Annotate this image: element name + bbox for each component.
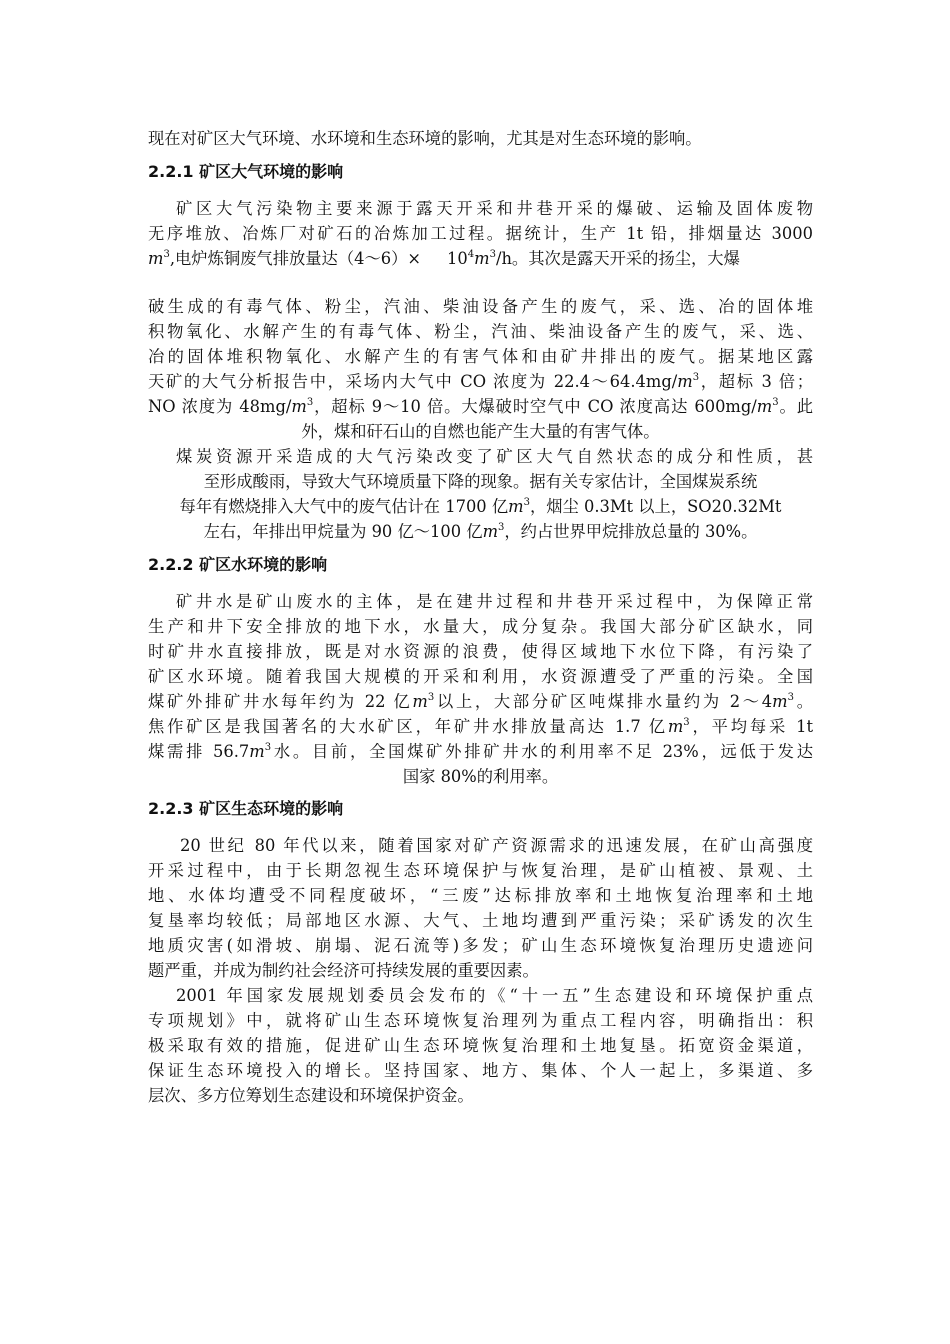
paragraph-line: 矿井水是矿山废水的主体，是在建井过程和井巷开采过程中，为保障正常 xyxy=(176,592,813,611)
superscript: 4 xyxy=(467,248,475,260)
text-span: NO 浓度为 48mg/ xyxy=(148,397,292,416)
superscript: 3 xyxy=(523,496,530,508)
paragraph-line: 至形成酸雨，导致大气环境质量下降的现象。据有关专家估计，全国煤炭系统 xyxy=(203,472,758,491)
paragraph-line: 破生成的有毒气体、粉尘，汽油、柴油设备产生的废气，采、选、冶的固体堆 xyxy=(148,297,813,316)
text-span: ，约占世界甲烷排放总量的 30%。 xyxy=(504,522,758,541)
paragraph-line xyxy=(148,714,813,740)
superscript: 3 xyxy=(498,521,505,533)
superscript: 3 xyxy=(772,396,779,408)
superscript: 3 xyxy=(692,371,700,383)
text-span: 焦作矿区是我国著名的大水矿区，年矿井水排放量高达 1.7 亿 xyxy=(148,717,668,736)
text-span: ,电炉炼铜废气排放量达（4～6）× xyxy=(169,249,422,268)
paragraph-line: 地质灾害(如滑坡、崩塌、泥石流等)多发；矿山生态环境恢复治理历史遗迹问 xyxy=(148,936,813,955)
paragraph-line: 冶的固体堆积物氧化、水解产生的有害气体和由矿井排出的废气。据某地区露 xyxy=(148,347,813,366)
superscript: 3 xyxy=(306,396,314,408)
unit-m: m xyxy=(148,249,164,268)
paragraph-line: 积物氧化、水解产生的有毒气体、粉尘，汽油、柴油设备产生的废气，采、选、 xyxy=(148,322,813,341)
paragraph-line xyxy=(148,689,813,715)
paragraph-line: 复垦率均较低；局部地区水源、大气、土地均遭到严重污染；采矿诱发的次生 xyxy=(148,911,813,930)
text-span: 天矿的大气分析报告中，采场内大气中 CO 浓度为 22.4～64.4mg/ xyxy=(148,372,678,391)
text-span: 煤需排 56.7 xyxy=(148,742,250,761)
paragraph-line: 地、水体均遭受不同程度破坏，“三废”达标排放率和土地恢复治理率和土地 xyxy=(148,886,813,905)
text-span: 。此 xyxy=(778,397,813,416)
paragraph-line xyxy=(148,246,813,272)
unit-m: m xyxy=(756,397,773,416)
paragraph-line: 20 世纪 80 年代以来，随着国家对矿产资源需求的迅速发展，在矿山高强度 xyxy=(180,836,813,855)
paragraph-line: 保证生态环境投入的增长。坚持国家、地方、集体、个人一起上，多渠道、多 xyxy=(148,1061,813,1080)
paragraph-line: 国家 80%的利用率。 xyxy=(402,767,559,786)
paragraph-line: 题严重，并成为制约社会经济可持续发展的重要因素。 xyxy=(148,961,539,980)
text-span: 左右，年排出甲烷量为 90 亿～100 亿 xyxy=(203,522,483,541)
unit-m: m xyxy=(474,249,490,268)
section-heading-air: 2.2.1 矿区大气环境的影响 xyxy=(148,162,344,181)
paragraph-line: 层次、多方位筹划生态建设和环境保护资金。 xyxy=(148,1086,474,1105)
paragraph-line: 无序堆放、冶炼厂对矿石的冶炼加工过程。据统计，生产 1t 铅，排烟量达 3000 xyxy=(148,224,813,243)
paragraph-line: 2001 年国家发展规划委员会发布的《“十一五”生态建设和环境保护重点 xyxy=(176,986,813,1005)
text-span: 每年有燃烧排入大气中的废气估计在 1700 亿 xyxy=(179,497,509,516)
superscript: 3 xyxy=(787,691,794,703)
intro-line: 现在对矿区大气环境、水环境和生态环境的影响，尤其是对生态环境的影响。 xyxy=(148,129,702,148)
paragraph-line xyxy=(148,494,813,520)
paragraph-line: 极采取有效的措施，促进矿山生态环境恢复治理和土地复垦。拓宽资金渠道， xyxy=(148,1036,813,1055)
unit-m: m xyxy=(482,522,499,541)
section-heading-ecology: 2.2.3 矿区生态环境的影响 xyxy=(148,799,344,818)
unit-m: m xyxy=(677,372,693,391)
paragraph-line xyxy=(148,739,813,765)
paragraph-line: 矿区大气污染物主要来源于露天开采和井巷开采的爆破、运输及固体废物 xyxy=(176,199,813,218)
unit-m: m xyxy=(291,397,307,416)
text-span: 。 xyxy=(793,692,813,711)
text-span: /h。其次是露天开采的扬尘，大爆 xyxy=(495,249,740,268)
unit-m: m xyxy=(667,717,684,736)
paragraph-line: 煤炭资源开采造成的大气污染改变了矿区大气自然状态的成分和性质，甚 xyxy=(176,447,813,466)
superscript: 3 xyxy=(264,741,272,753)
unit-m: m xyxy=(412,692,428,711)
section-heading-water: 2.2.2 矿区水环境的影响 xyxy=(148,555,328,574)
paragraph-line xyxy=(148,369,813,395)
text-span: ，超标 3 倍； xyxy=(699,372,813,391)
paragraph-line: 时矿井水直接排放，既是对水资源的浪费，使得区域地下水位下降，有污染了 xyxy=(148,642,813,661)
unit-m: m xyxy=(249,742,265,761)
paragraph-line xyxy=(148,394,813,420)
paragraph-line: 矿区水环境。随着我国大规模的开采和利用，水资源遭受了严重的污染。全国 xyxy=(148,667,813,686)
text-span: ，超标 9～10 倍。大爆破时空气中 CO 浓度高达 600mg/ xyxy=(313,397,757,416)
unit-m: m xyxy=(772,692,788,711)
unit-m: m xyxy=(508,497,524,516)
superscript: 3 xyxy=(683,716,690,728)
superscript: 3 xyxy=(489,248,496,260)
superscript: 3 xyxy=(163,248,170,260)
paragraph-line: 开采过程中，由于长期忽视生态环境保护与恢复治理，是矿山植被、景观、土 xyxy=(148,861,813,880)
paragraph-line xyxy=(148,519,813,545)
text-span: 煤矿外排矿井水每年约为 22 亿 xyxy=(148,692,413,711)
text-span: ，烟尘 0.3Mt 以上，SO20.32Mt xyxy=(529,497,782,516)
text-span: 以上，大部分矿区吨煤排水量约为 2～4 xyxy=(434,692,773,711)
text-span: 水。目前，全国煤矿外排矿井水的利用率不足 23%，远低于发达 xyxy=(271,742,813,761)
paragraph-line: 专项规划》中，就将矿山生态环境恢复治理列为重点工程内容，明确指出：积 xyxy=(148,1011,813,1030)
text-span: 10 xyxy=(447,249,468,268)
paragraph-line: 生产和井下安全排放的地下水，水量大，成分复杂。我国大部分矿区缺水，同 xyxy=(148,617,813,636)
superscript: 3 xyxy=(427,691,435,703)
text-span: ，平均每采 1t xyxy=(689,717,814,736)
paragraph-line: 外，煤和矸石山的自燃也能产生大量的有害气体。 xyxy=(301,422,660,441)
